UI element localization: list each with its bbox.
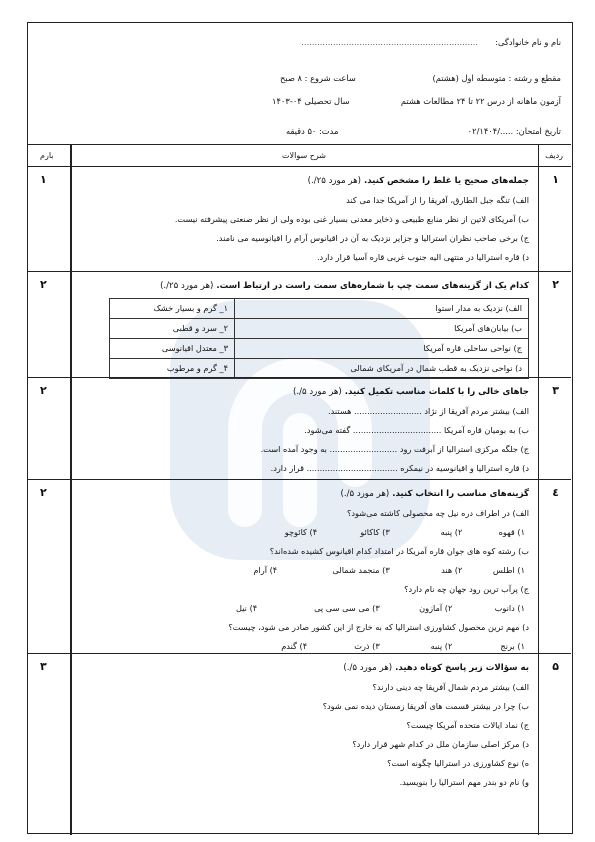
mcq-option[interactable]: ۳) منجمد شمالی — [332, 565, 390, 575]
question-title: به سؤالات زیر پاسخ کوتاه دهید. (هر مورد ۵/.) — [343, 663, 529, 673]
mcq-question: ب) رشته کوه های جوان قاره آمریکا در امتداد کدام اقیانوس کشیده شده‌اند؟ — [269, 546, 529, 556]
start-time: ساعت شروع : ۸ صبح — [280, 73, 356, 83]
question-4 — [28, 480, 571, 654]
fill-blank-item: ب) به بومیان قاره آمریکا .................................. گفته می‌شود. — [304, 425, 529, 435]
name-field[interactable]: ................................................................... — [301, 37, 478, 47]
col-row: ردیف — [545, 151, 563, 160]
matching-table — [109, 298, 529, 379]
column-headers — [28, 145, 571, 167]
question-5 — [28, 654, 571, 835]
mcq-option[interactable]: ۲) پنبه — [430, 641, 453, 651]
mcq-option[interactable]: ۲) آمازون — [419, 603, 453, 613]
table-row — [110, 319, 529, 339]
question-score: ۳ — [40, 660, 47, 673]
matching-option: ۳_ معتدل اقیانوسی — [110, 339, 235, 359]
statement: الف) تنگه جبل الطارق، آفریقا را از آمریکا جدا می کند — [346, 195, 529, 205]
mcq-option[interactable]: ۲) پنبه — [440, 527, 463, 537]
mcq-option[interactable]: ۲) هند — [441, 565, 463, 575]
exam-title: آزمون ماهانه از درس ۲۲ تا ۲۴ مطالعات هشتم — [400, 96, 561, 106]
mcq-option[interactable]: ۴) نیل — [236, 603, 258, 613]
school-year: سال تحصیلی ۰۴-۱۴۰۳ — [272, 96, 350, 106]
question-number: ۲ — [552, 278, 559, 291]
short-answer-item: د) مرکز اصلی سازمان ملل در کدام شهر قرار دارد؟ — [352, 739, 529, 749]
col-score: بارم — [40, 151, 54, 160]
statement: د) قاره استرالیا در منتهی الیه جنوب غربی قاره آسیا قرار دارد. — [316, 252, 529, 262]
short-answer-item: ج) نماد ایالات متحده آمریکا چیست؟ — [406, 720, 529, 730]
fill-blank-item: ج) جلگه مرکزی استرالیا از آبرفت رود .......................... به وجود آمده است. — [260, 444, 529, 454]
exam-sheet — [27, 22, 573, 834]
matching-option: ۲_ سرد و قطبی — [110, 319, 235, 339]
statement: ب) آمریکای لاتین از نظر منابع طبیعی و ذخایر معدنی بسیار غنی بوده و‌لی از نظر صنعتی پیشرفته نیست. — [174, 214, 529, 224]
grade-label: مقطع و رشته : متوسطه اول (هشتم) — [432, 73, 561, 83]
question-score: ۲ — [40, 486, 47, 499]
question-1 — [28, 167, 571, 272]
exam-date: تاریخ امتحان: ...../۰۲/۱۴۰۴ — [467, 126, 561, 136]
matching-option: ۴_ گرم و مرطوب — [110, 359, 235, 379]
mcq-option[interactable]: ۱) قهوه — [498, 527, 525, 537]
mcq-option[interactable]: ۱) اطلس — [492, 565, 525, 575]
table-row — [110, 339, 529, 359]
mcq-options — [78, 523, 529, 542]
question-2 — [28, 272, 571, 378]
question-title: جاهای خالی را با کلمات مناسب تکمیل کنید. (هر مورد ۵/.) — [293, 387, 529, 397]
mcq-option[interactable]: ۱) برنج — [500, 641, 525, 651]
statement: ج) برخی صاحب نظران استرالیا و جزایر نزدیک به آن در اقیانوس آرام را اقیانوسیه می نامند. — [216, 233, 529, 243]
mcq-option[interactable]: ۳) کاکائو — [360, 527, 390, 537]
matching-item: الف) نزدیک به مدار استوا — [235, 299, 529, 319]
question-title: گزینه‌های مناسب را انتخاب کنید. (هر مورد ۵/.) — [340, 489, 529, 499]
mcq-question: الف) در اطراف دره نیل چه محصولی کاشته می‌شود؟ — [347, 508, 529, 518]
exam-header — [28, 23, 571, 145]
question-number: ۱ — [552, 173, 559, 186]
question-number: ۵ — [552, 660, 559, 673]
mcq-options — [78, 561, 529, 580]
question-score: ۱ — [40, 173, 47, 186]
name-label: نام و نام خانوادگی: — [495, 37, 561, 47]
matching-item: د) نواحی نزدیک به قطب شمال در آمریکای شمالی — [235, 359, 529, 379]
mcq-option[interactable]: ۱) دانوب — [494, 603, 525, 613]
mcq-option[interactable]: ۴) گندم — [281, 641, 308, 651]
question-number: ٤ — [552, 486, 559, 499]
short-answer-item: ه) نوع کشاورزی در استرالیا چگونه است؟ — [387, 758, 529, 768]
mcq-option[interactable]: ۴) آرام — [253, 565, 278, 575]
matching-item: ج) نواحی ساحلی قاره آمریکا — [235, 339, 529, 359]
short-answer-item: و) نام دو بندر مهم استرالیا را بنویسید. — [399, 777, 529, 787]
mcq-question: ج) پرآب ترین رود جهان چه نام دارد؟ — [404, 584, 529, 594]
table-row — [110, 299, 529, 319]
matching-item: ب) بیابان‌های آمریکا — [235, 319, 529, 339]
mcq-option[interactable]: ۳) ذرت — [354, 641, 380, 651]
mcq-option[interactable]: ۴) کائوچو — [284, 527, 318, 537]
question-title: کدام یک از گزینه‌های سمت چپ با شماره‌های سمت راست در ارتباط است. (هر مورد ۲۵/.) — [160, 281, 529, 291]
question-score: ۲ — [40, 278, 47, 291]
col-description: شرح سوالات — [282, 151, 326, 160]
matching-option: ۱_ گرم و بسیار خشک — [110, 299, 235, 319]
exam-duration: مدت: ۵۰ دقیقه — [286, 126, 339, 136]
mcq-option[interactable]: ۳) می سی سی پی — [314, 603, 380, 613]
question-number: ۳ — [552, 384, 559, 397]
table-row — [110, 359, 529, 379]
question-3 — [28, 378, 571, 480]
question-title: جمله‌های صحیح یا غلط را مشخص کنید. (هر مورد ۲۵/.) — [307, 176, 529, 186]
mcq-options — [78, 599, 529, 618]
short-answer-item: ب) چرا در بیشتر قسمت های آفریقا زمستان دیده نمی شود؟ — [322, 701, 529, 711]
fill-blank-item: الف) بیشتر مردم آفریقا از نژاد .......................... هستند. — [327, 406, 529, 416]
question-score: ۲ — [40, 384, 47, 397]
short-answer-item: الف) بیشتر مردم شمال آفریقا چه دینی دارند؟ — [372, 682, 529, 692]
mcq-question: د) مهم ترین محصول کشاورزی استرالیا که به خارج از این کشور صادر می شود، چیست؟ — [228, 622, 529, 632]
fill-blank-item: د) قاره استرالیا و اقیانوسیه در نیمکره ................................... قرار دارد. — [270, 463, 529, 473]
